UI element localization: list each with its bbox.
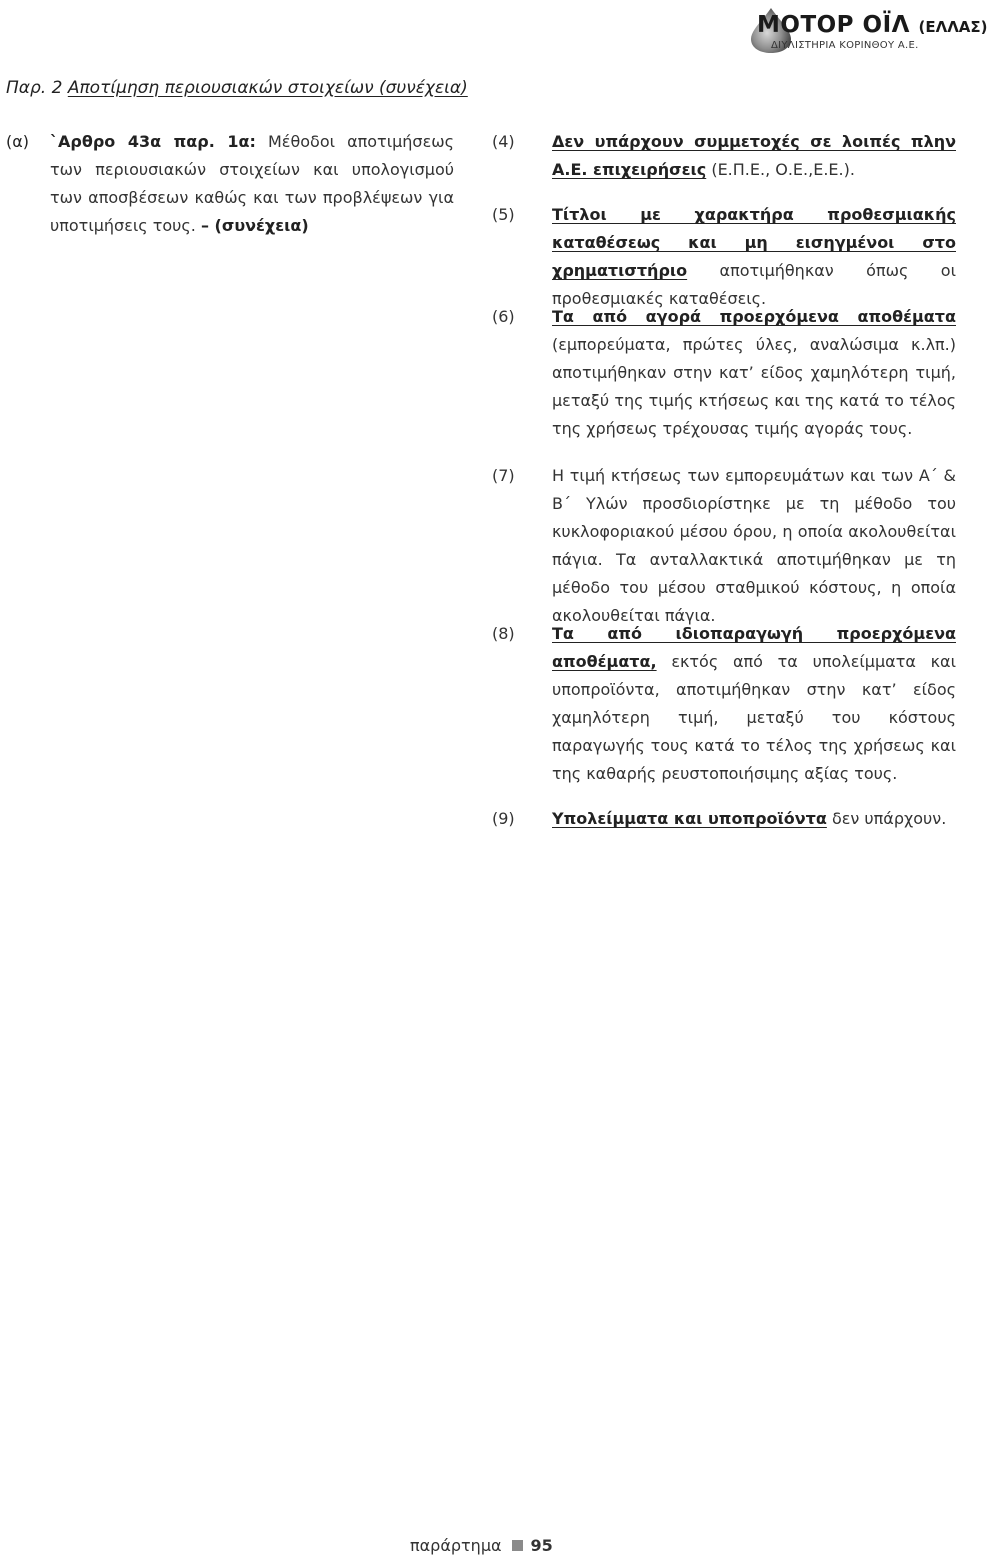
item-body — [552, 462, 956, 630]
item-text: εκτός από τα υπολείμματα και υποπροϊόντα, αποτιμήθηκαν στην κατ’ είδος χαμηλότερη τιμή, μεταξύ του κόστους παραγωγής τους κατά το τέλος της χρήσεως και της καθαρής ρευστοποιήσιμης αξίας τους. — [552, 652, 956, 783]
footer-square-icon — [512, 1540, 523, 1551]
item-body — [552, 805, 956, 833]
logo-title — [757, 12, 988, 38]
left-paragraph — [50, 128, 454, 240]
continuation-label: – (συνέχεια) — [200, 216, 309, 235]
item-body — [552, 201, 956, 313]
item-text: (Ε.Π.Ε., Ο.Ε.,Ε.Ε.). — [706, 160, 855, 179]
item-number: (6) — [492, 307, 515, 326]
item-bold: Τα από αγορά προερχόμενα αποθέματα — [552, 307, 956, 326]
item-body — [552, 620, 956, 788]
logo-subtitle: ΔΙΥΛΙΣΤΗΡΙΑ ΚΟΡΙΝΘΟΥ Α.Ε. — [771, 40, 919, 51]
section-heading-prefix: Παρ. 2 — [6, 78, 68, 98]
item-number: (8) — [492, 624, 515, 643]
item-number: (7) — [492, 466, 515, 485]
section-heading-text: Αποτίμηση περιουσιακών στοιχείων (συνέχεια) — [67, 78, 468, 98]
logo-title-text: ΜΟΤΟΡ ΟΪΛ — [757, 12, 910, 38]
article-reference: `Αρθρο 43α παρ. 1α: — [50, 132, 256, 151]
company-logo — [745, 6, 988, 56]
item-text: (εμπορεύματα, πρώτες ύλες, αναλώσιμα κ.λπ.) αποτιμήθηκαν στην κατ’ είδος χαμηλότερη τιμή, μεταξύ της τιμής κτήσεως και της κατά το τέλος της χρήσεως τρέχουσας τιμής αγοράς τους. — [552, 335, 956, 438]
footer-label: παράρτημα — [410, 1536, 502, 1555]
left-paragraph-text: Μέθοδοι αποτιμήσεως των περιουσιακών στοιχείων και υπολογισμού των αποσβέσεων καθώς και των προβλέψεων για υποτιμήσεις τους. — [50, 132, 455, 235]
logo-title-suffix: (ΕΛΛΑΣ) — [918, 18, 988, 36]
left-marker: (α) — [6, 132, 30, 151]
item-text: δεν υπάρχουν. — [826, 809, 947, 828]
page-number: 95 — [530, 1536, 553, 1555]
item-number: (9) — [492, 809, 515, 828]
item-number: (4) — [492, 132, 515, 151]
item-bold: Τίτλοι με χαρακτήρα προθεσμιακής καταθέσεως και μη εισηγμένοι στο χρηματιστήριο — [552, 205, 956, 280]
item-body — [552, 303, 956, 443]
page-footer — [410, 1536, 553, 1555]
item-body — [552, 128, 956, 184]
item-text: Η τιμή κτήσεως των εμπορευμάτων και των Α΄ & Β΄ Υλών προσδιορίστηκε με τη μέθοδο του κυκλοφοριακού μέσου όρου, η οποία ακολουθείται πάγια. Τα ανταλλακτικά αποτιμήθηκαν με τη μέθοδο του μέσου σταθμικού κόστους, η οποία ακολουθείται πάγια. — [552, 466, 956, 625]
item-bold: Υπολείμματα και υποπροϊόντα — [552, 809, 827, 828]
item-bold: Δεν υπάρχουν συμμετοχές σε λοιπές πλην Α.Ε. επιχειρήσεις — [552, 132, 956, 179]
item-number: (5) — [492, 205, 515, 224]
item-text: αποτιμήθηκαν όπως οι προθεσμιακές καταθέσεις. — [552, 261, 956, 308]
item-bold: Τα από ιδιοπαραγωγή προερχόμενα αποθέματα, — [552, 624, 956, 671]
section-heading — [6, 78, 468, 98]
